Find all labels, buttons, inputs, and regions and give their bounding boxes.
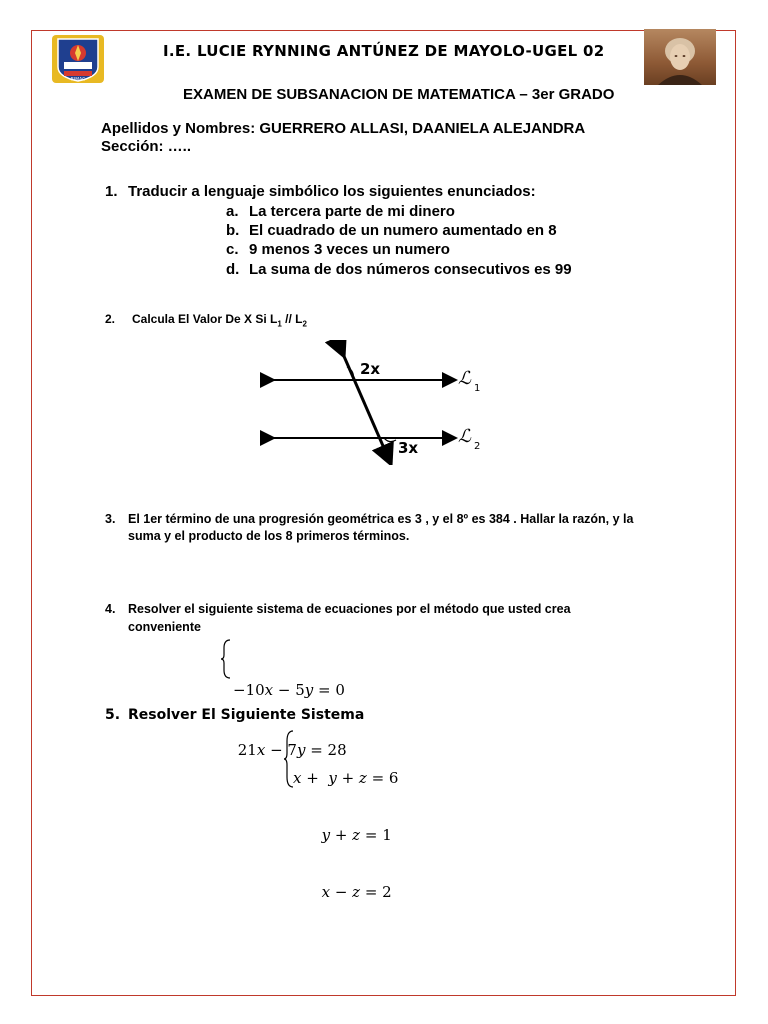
equation-line: 𝑥 + 𝑦 + 𝑧 = 6 (293, 769, 399, 787)
left-brace-icon (220, 638, 232, 680)
school-name: I.E. LUCIE RYNNING ANTÚNEZ DE MAYOLO-UGEL 02 (163, 42, 605, 60)
item-text: La tercera parte de mi dinero (249, 203, 455, 220)
exam-title: EXAMEN DE SUBSANACION DE MATEMATICA – 3er GRADO (183, 86, 615, 103)
item-text: La suma de dos números consecutivos es 99 (249, 261, 572, 278)
equation-line: 𝑦 + 𝑧 = 1 (293, 826, 392, 844)
item-text: 9 menos 3 veces un numero (249, 241, 450, 258)
question-2 (105, 312, 307, 328)
portrait-photo (644, 29, 716, 85)
line-l2-label: ℒ (458, 426, 471, 447)
item-text: El cuadrado de un numero aumentado en 8 (249, 222, 557, 239)
question-number: 4. (105, 602, 116, 616)
logo-text: RIMAC (70, 77, 86, 83)
question-number: 1. (105, 183, 118, 200)
student-name-line: Apellidos y Nombres: GUERRERO ALLASI, DAANIELA ALEJANDRA (101, 120, 586, 137)
question-number: 5. (105, 707, 121, 723)
angle-label-top: 2x (360, 360, 381, 378)
subscript: 2 (302, 319, 307, 329)
question-text: Traducir a lenguaje simbólico los siguientes enunciados: (128, 183, 536, 200)
question-number: 3. (105, 512, 116, 526)
student-info (101, 120, 585, 156)
school-logo (50, 33, 106, 85)
parallel-lines-diagram (258, 340, 488, 465)
line-l1-label: ℒ (458, 368, 471, 389)
equation-line: −10𝑥 − 5𝑦 = 0 (233, 681, 345, 699)
line-l1-subscript: 1 (474, 383, 481, 394)
question-text: Calcula El Valor De X Si L (132, 312, 278, 326)
question-number: 2. (105, 312, 116, 326)
item-letter: d. (226, 261, 240, 278)
question-1 (105, 183, 536, 200)
item-letter: b. (226, 222, 240, 239)
question-text: El 1er término de una progresión geométrica es 3 , y el 8º es 384 . Hallar la razón, y la suma y el producto de los 8 primeros términos. (128, 512, 634, 543)
question-1-item-c (226, 241, 450, 258)
equation-line: 𝑥 − 𝑧 = 2 (293, 883, 392, 901)
section-line: Sección: ….. (101, 138, 192, 155)
question-1-item-d (226, 261, 572, 278)
angle-label-bottom: 3x (398, 439, 419, 457)
question-text: // L (281, 312, 303, 326)
item-letter: c. (226, 241, 239, 258)
equation-line: 21𝑥 − 7𝑦 = 28 (233, 741, 347, 759)
question-text: Resolver el siguiente sistema de ecuaciones por el método que usted crea conveniente (128, 602, 571, 634)
question-1-item-a (226, 203, 455, 220)
subscript: 1 (277, 319, 282, 329)
question-text: Resolver El Siguiente Sistema (128, 707, 365, 723)
item-letter: a. (226, 203, 239, 220)
question-4 (105, 600, 645, 636)
equation-system-q5 (283, 731, 483, 901)
question-1-item-b (226, 222, 557, 239)
line-l2-subscript: 2 (474, 441, 481, 452)
question-5 (105, 707, 364, 723)
question-3 (105, 511, 645, 545)
